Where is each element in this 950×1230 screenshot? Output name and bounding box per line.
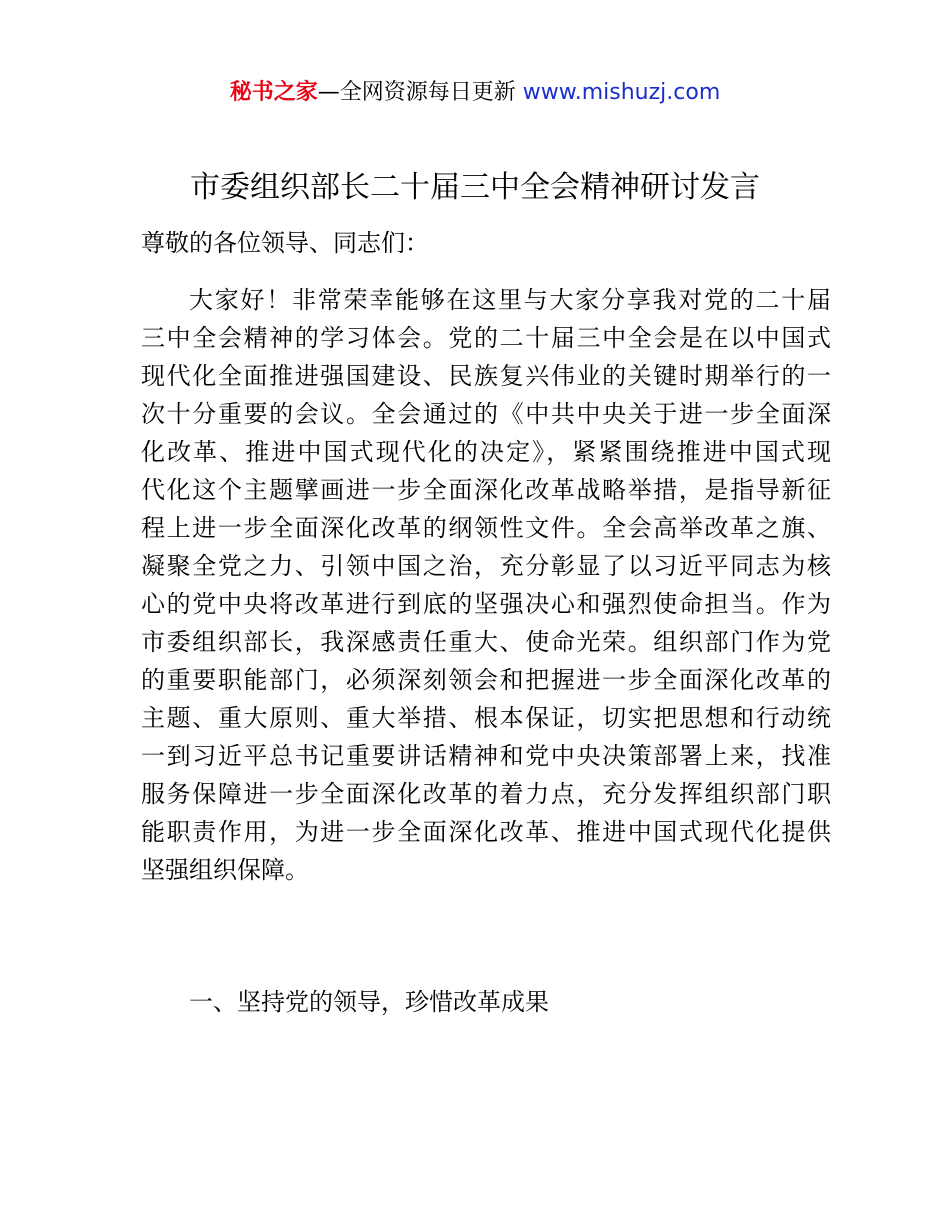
paragraph-line: 代化这个主题擘画进一步全面深化改革战略举措，是指导新征: [141, 476, 831, 504]
paragraph-line: 坚强组织保障。: [141, 856, 309, 884]
brand-name: 秘书之家: [229, 80, 318, 105]
paragraph-line: 化改革、推进中国式现代化的决定》，紧紧围绕推进中国式现: [141, 438, 831, 466]
site-header: [0, 78, 950, 108]
paragraph-line: 程上进一步全面深化改革的纲领性文件。全会高举改革之旗、: [141, 514, 831, 542]
salutation: 尊敬的各位领导、同志们：: [141, 229, 429, 257]
paragraph-line: 三中全会精神的学习体会。党的二十届三中全会是在以中国式: [141, 324, 831, 352]
paragraph-line: 主题、重大原则、重大举措、根本保证，切实把思想和行动统: [141, 704, 831, 732]
section-heading: 一、坚持党的领导，珍惜改革成果: [189, 988, 549, 1016]
paragraph-line: 一到习近平总书记重要讲话精神和党中央决策部署上来，找准: [141, 742, 831, 770]
paragraph-line: 的重要职能部门，必须深刻领会和把握进一步全面深化改革的: [141, 666, 831, 694]
paragraph-line: 次十分重要的会议。全会通过的《中共中央关于进一步全面深: [141, 400, 831, 428]
paragraph-line: 凝聚全党之力、引领中国之治，充分彰显了以习近平同志为核: [141, 552, 831, 580]
paragraph-line: 能职责作用，为进一步全面深化改革、推进中国式现代化提供: [141, 818, 831, 846]
site-url-link[interactable]: www.mishuzj.com: [522, 80, 721, 105]
document-title: 市委组织部长二十届三中全会精神研讨发言: [190, 170, 760, 205]
paragraph-line: 服务保障进一步全面深化改革的着力点，充分发挥组织部门职: [141, 780, 831, 808]
paragraph-line: 市委组织部长，我深感责任重大、使命光荣。组织部门作为党: [141, 628, 831, 656]
body-paragraph: [141, 282, 831, 890]
paragraph-line: 现代化全面推进强国建设、民族复兴伟业的关键时期举行的一: [141, 362, 831, 390]
header-tagline: —全网资源每日更新: [317, 80, 516, 105]
paragraph-line: 大家好！非常荣幸能够在这里与大家分享我对党的二十届: [189, 286, 831, 314]
paragraph-line: 心的党中央将改革进行到底的坚强决心和强烈使命担当。作为: [141, 590, 831, 618]
